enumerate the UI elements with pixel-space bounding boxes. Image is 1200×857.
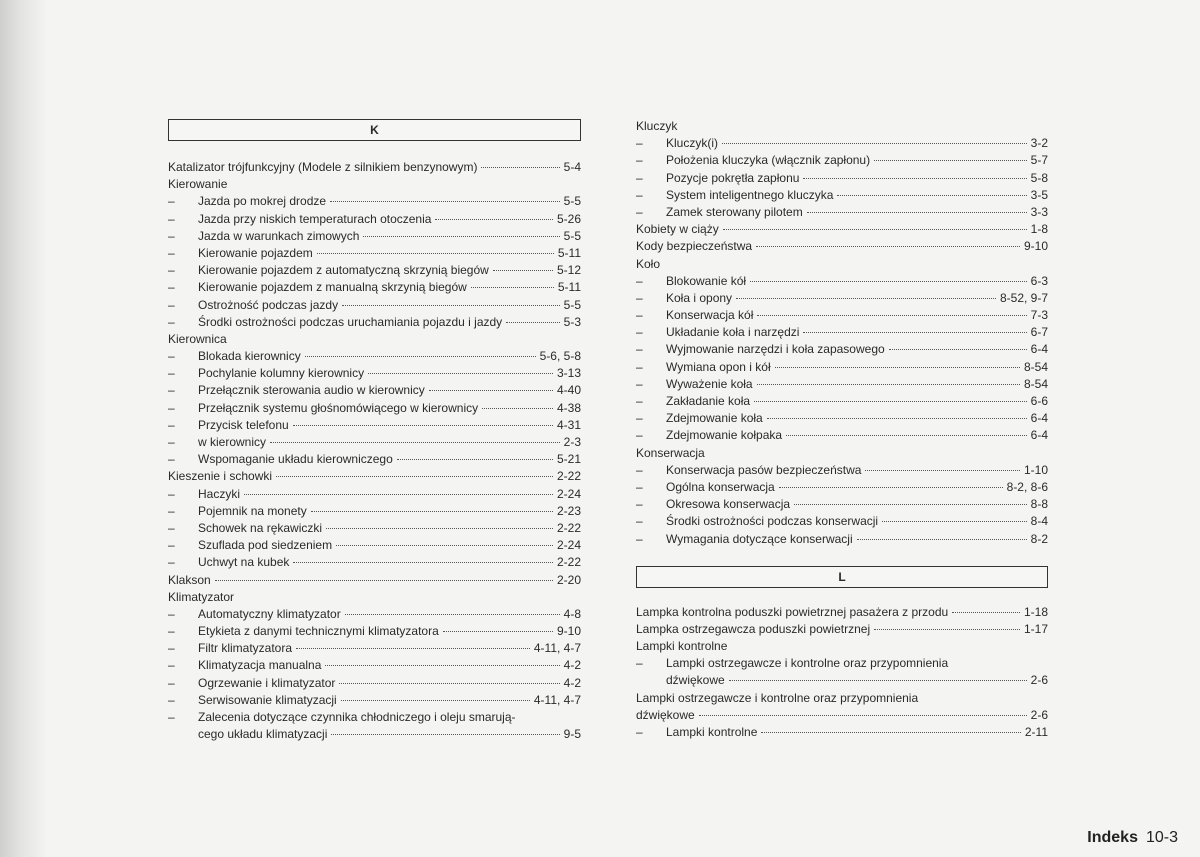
entry-page-ref: 4-11, 4-7: [533, 692, 581, 707]
entry-page-ref: 9-5: [563, 727, 581, 742]
entry-label: Kierowanie pojazdem: [198, 245, 313, 260]
entry-dash: –: [636, 308, 643, 323]
entry-label: Etykieta z danymi technicznymi klimatyzatora: [198, 624, 439, 639]
leader-dots: [311, 500, 553, 512]
entry-label: Kieszenie i schowki: [168, 469, 273, 484]
entry-label: Katalizator trójfunkcyjny (Modele z silnikiem benzynowym): [168, 160, 478, 174]
entry-page-ref: 5-4: [563, 160, 581, 174]
entry-dash: –: [636, 187, 643, 202]
entry-dash: –: [168, 658, 175, 673]
entry-label: Pochylanie kolumny kierownicy: [198, 366, 365, 381]
entry-dash: –: [636, 325, 643, 340]
leader-dots: [345, 603, 560, 615]
entry-label: Kluczyk: [636, 119, 678, 133]
entry-page-ref: 5-26: [556, 211, 581, 226]
entry-label: Kluczyk(i): [666, 136, 719, 151]
entry-label: dźwiękowe: [636, 707, 695, 722]
entry-page-ref: 4-2: [563, 675, 581, 690]
section-header-k: K: [168, 119, 581, 141]
index-list-l: [636, 604, 1048, 742]
footer-section-title: Indeks: [1087, 829, 1138, 846]
footer-page-number: 10-3: [1145, 829, 1178, 846]
entry-page-ref: 5-11: [557, 245, 581, 260]
entry-label: Kody bezpieczeństwa: [636, 239, 753, 254]
leader-dots: [775, 356, 1020, 368]
leader-dots: [874, 618, 1020, 630]
leader-dots: [767, 407, 1027, 419]
entry-dash: –: [636, 290, 643, 305]
entry-dash: –: [168, 349, 175, 364]
leader-dots: [874, 149, 1027, 161]
entry-dash: –: [168, 280, 175, 295]
entry-page-ref: 6-3: [1030, 273, 1048, 288]
entry-dash: –: [636, 479, 643, 494]
entry-dash: –: [168, 211, 175, 226]
leader-dots: [506, 311, 559, 323]
index-entry: [168, 159, 581, 176]
entry-page-ref: 5-11: [557, 280, 581, 295]
entry-label: Układanie koła i narzędzi: [666, 325, 800, 340]
entry-dash: –: [168, 194, 175, 209]
leader-dots: [729, 669, 1027, 681]
entry-label: Zdejmowanie koła: [666, 411, 763, 426]
entry-label: Środki ostrożności podczas uruchamiania pojazdu i jazdy: [198, 314, 503, 329]
entry-page-ref: 2-22: [556, 520, 581, 535]
entry-label: Automatyczny klimatyzator: [198, 606, 341, 621]
leader-dots: [317, 242, 554, 254]
entry-page-ref: 9-10: [556, 624, 581, 639]
entry-dash: –: [168, 435, 175, 449]
entry-label: Ogrzewanie i klimatyzator: [198, 675, 336, 690]
entry-label: Haczyki: [198, 486, 241, 501]
entry-label: Kierowanie pojazdem z manualną skrzynią biegów: [198, 280, 467, 295]
entry-dash: –: [636, 411, 643, 426]
entry-dash: –: [636, 394, 643, 408]
entry-page-ref: 4-11, 4-7: [533, 641, 581, 656]
entry-dash: –: [636, 428, 643, 443]
entry-page-ref: 3-2: [1030, 136, 1048, 151]
entry-label: Jazda przy niskich temperaturach otoczenia: [198, 211, 432, 226]
entry-page-ref: 2-24: [556, 538, 581, 553]
entry-label: Wymiana opon i kół: [666, 359, 771, 374]
entry-label: Zamek sterowany pilotem: [666, 204, 803, 219]
entry-page-ref: 2-24: [556, 486, 581, 501]
entry-page-ref: 8-8: [1030, 497, 1048, 512]
entry-dash: –: [168, 675, 175, 690]
entry-page-ref: 4-8: [563, 606, 581, 621]
entry-label: Przełącznik sterowania audio w kierownicy: [198, 383, 425, 398]
entry-page-ref: 5-6, 5-8: [539, 349, 581, 364]
leader-dots: [857, 528, 1027, 540]
entry-dash: –: [636, 273, 643, 288]
leader-dots: [756, 235, 1020, 247]
index-entry: [636, 238, 1048, 255]
entry-page-ref: 6-4: [1030, 411, 1048, 426]
entry-dash: –: [636, 497, 643, 512]
entry-dash: –: [168, 520, 175, 535]
leader-dots: [889, 338, 1027, 350]
entry-page-ref: 5-7: [1030, 153, 1048, 168]
entry-dash: –: [636, 342, 643, 357]
entry-page-ref: 3-3: [1030, 204, 1048, 219]
entry-label: Koła i opony: [666, 290, 733, 305]
entry-dash: –: [168, 503, 175, 518]
entry-page-ref: 7-3: [1030, 308, 1048, 323]
entry-label: Ogólna konserwacja: [666, 479, 775, 494]
leader-dots: [325, 654, 559, 666]
entry-page-ref: 8-54: [1023, 376, 1048, 391]
entry-dash: –: [636, 725, 643, 739]
entry-dash: –: [168, 417, 175, 432]
entry-label: Okresowa konserwacja: [666, 497, 791, 512]
entry-label: Wyważenie koła: [666, 376, 753, 391]
entry-dash: –: [636, 514, 643, 529]
entry-label: Lampki kontrolne: [636, 639, 728, 654]
entry-page-ref: 8-52, 9-7: [999, 290, 1048, 305]
entry-label: Jazda po mokrej drodze: [198, 194, 327, 209]
entry-page-ref: 1-10: [1023, 462, 1048, 477]
entry-label: Położenia kluczyka (włącznik zapłonu): [666, 153, 871, 168]
leader-dots: [757, 373, 1020, 385]
leader-dots: [803, 321, 1026, 333]
leader-dots: [435, 208, 553, 220]
entry-page-ref: 8-4: [1030, 514, 1048, 529]
leader-dots: [244, 483, 553, 495]
entry-dash: –: [168, 383, 175, 398]
leader-dots: [296, 637, 530, 649]
entry-label: Środki ostrożności podczas konserwacji: [666, 514, 879, 529]
entry-dash: –: [636, 531, 643, 546]
index-list-k-right: [636, 118, 1048, 548]
leader-dots: [754, 390, 1027, 402]
entry-page-ref: 8-54: [1023, 359, 1048, 374]
entry-label: Ostrożność podczas jazdy: [198, 297, 339, 312]
entry-page-ref: 3-13: [556, 366, 581, 381]
leader-dots: [293, 551, 553, 563]
index-subentry: [636, 672, 1048, 689]
entry-page-ref: 2-20: [556, 572, 581, 587]
entry-label: Konserwacja pasów bezpieczeństwa: [666, 462, 862, 477]
entry-page-ref: 4-2: [563, 658, 581, 673]
entry-dash: –: [168, 400, 175, 415]
leader-dots: [342, 294, 560, 306]
entry-page-ref: 5-3: [563, 314, 581, 329]
leader-dots: [363, 225, 559, 237]
entry-label: Pojemnik na monety: [198, 503, 307, 518]
entry-page-ref: 2-11: [1024, 725, 1048, 739]
index-entry: [636, 621, 1048, 638]
leader-dots: [336, 534, 553, 546]
leader-dots: [493, 259, 553, 271]
entry-label: Blokowanie kół: [666, 273, 747, 288]
page-footer: [1087, 829, 1178, 847]
entry-dash: –: [168, 606, 175, 621]
entry-label: Klakson: [168, 572, 211, 587]
entry-page-ref: 5-12: [556, 263, 581, 278]
entry-page-ref: 2-22: [556, 469, 581, 484]
leader-dots: [331, 723, 559, 735]
entry-label: Uchwyt na kubek: [198, 555, 290, 570]
leader-dots: [471, 276, 554, 288]
leader-dots: [794, 493, 1027, 505]
index-subentry: [168, 692, 581, 709]
leader-dots: [368, 362, 553, 374]
entry-label: dźwiękowe: [666, 673, 725, 688]
entry-page-ref: 2-3: [563, 435, 581, 449]
entry-label: Wyjmowanie narzędzi i koła zapasowego: [666, 342, 885, 357]
entry-page-ref: 1-17: [1023, 621, 1048, 636]
index-subentry: [168, 726, 581, 743]
leader-dots: [482, 397, 553, 409]
entry-page-ref: 2-23: [556, 503, 581, 518]
entry-page-ref: 2-6: [1030, 707, 1048, 722]
entry-dash: –: [168, 692, 175, 707]
leader-dots: [722, 132, 1027, 144]
entry-label: Serwisowanie klimatyzacji: [198, 692, 337, 707]
entry-dash: –: [168, 245, 175, 260]
leader-dots: [803, 167, 1026, 179]
entry-label: Wspomaganie układu kierowniczego: [198, 452, 393, 467]
entry-page-ref: 4-40: [556, 383, 581, 398]
entry-dash: –: [636, 170, 643, 185]
entry-label: Blokada kierownicy: [198, 349, 301, 364]
entry-page-ref: 8-2: [1030, 531, 1048, 546]
leader-dots: [750, 270, 1027, 282]
entry-dash: –: [636, 204, 643, 219]
leader-dots: [270, 431, 560, 443]
entry-page-ref: 5-8: [1030, 170, 1048, 185]
leader-dots: [397, 448, 553, 460]
leader-dots: [293, 414, 553, 426]
entry-page-ref: 4-38: [556, 400, 581, 415]
entry-dash: –: [636, 656, 643, 671]
leader-dots: [865, 459, 1020, 471]
entry-label: Lampka ostrzegawcza poduszki powietrznej: [636, 621, 871, 636]
entry-label: Kierowanie: [168, 177, 228, 192]
entry-page-ref: 2-22: [556, 555, 581, 570]
book-gutter-shadow: [0, 0, 48, 857]
entry-page-ref: 6-4: [1030, 428, 1048, 443]
entry-label: Lampki ostrzegawcze i kontrolne oraz przypomnienia: [636, 690, 919, 705]
entry-label: Szuflada pod siedzeniem: [198, 538, 333, 553]
entry-page-ref: 5-5: [563, 228, 581, 243]
leader-dots: [723, 218, 1027, 230]
entry-page-ref: 4-31: [556, 417, 581, 432]
index-subentry: [636, 427, 1048, 444]
entry-label: Schowek na rękawiczki: [198, 520, 323, 535]
entry-label: Konserwacja: [636, 445, 705, 460]
entry-dash: –: [636, 136, 643, 151]
entry-page-ref: 6-6: [1030, 394, 1048, 408]
entry-page-ref: 1-18: [1023, 604, 1048, 619]
leader-dots: [779, 476, 1003, 488]
entry-dash: –: [168, 228, 175, 243]
leader-dots: [481, 156, 559, 168]
entry-label: Lampki kontrolne: [666, 725, 758, 739]
entry-page-ref: 6-4: [1030, 342, 1048, 357]
leader-dots: [952, 601, 1020, 613]
index-entry: [168, 572, 581, 589]
entry-label: Przełącznik systemu głośnomówiącego w kierownicy: [198, 400, 479, 415]
leader-dots: [429, 379, 553, 391]
leader-dots: [736, 287, 996, 299]
entry-label: Jazda w warunkach zimowych: [198, 228, 360, 243]
index-subentry: [636, 531, 1048, 548]
index-entry: [636, 638, 1048, 655]
entry-label: Filtr klimatyzatora: [198, 641, 293, 656]
entry-dash: –: [168, 624, 175, 639]
entry-label: Koło: [636, 256, 661, 271]
leader-dots: [761, 721, 1020, 733]
entry-page-ref: 5-5: [563, 297, 581, 312]
entry-dash: –: [168, 366, 175, 381]
index-subentry: [636, 724, 1048, 741]
entry-page-ref: 9-10: [1023, 239, 1048, 254]
entry-dash: –: [168, 263, 175, 278]
index-column-right: [636, 118, 1048, 741]
entry-dash: –: [636, 376, 643, 391]
entry-dash: –: [636, 153, 643, 168]
entry-label: System inteligentnego kluczyka: [666, 187, 834, 202]
leader-dots: [699, 704, 1027, 716]
entry-page-ref: 3-5: [1030, 187, 1048, 202]
index-list-k-left: [168, 159, 581, 743]
entry-label: Zakładanie koła: [666, 394, 751, 408]
entry-label: Pozycje pokrętła zapłonu: [666, 170, 800, 185]
entry-dash: –: [168, 555, 175, 570]
entry-dash: –: [168, 314, 175, 329]
leader-dots: [786, 424, 1027, 436]
leader-dots: [341, 689, 530, 701]
leader-dots: [339, 672, 559, 684]
leader-dots: [807, 201, 1027, 213]
entry-label: Lampki ostrzegawcze i kontrolne oraz przypomnienia: [666, 656, 949, 671]
entry-label: Klimatyzacja manualna: [198, 658, 322, 673]
entry-label: Kobiety w ciąży: [636, 222, 719, 237]
entry-label: cego układu klimatyzacji: [198, 727, 328, 742]
leader-dots: [305, 345, 536, 357]
index-column-left: [168, 119, 581, 743]
entry-dash: –: [168, 710, 175, 724]
entry-label: w kierownicy: [198, 435, 267, 449]
entry-page-ref: 1-8: [1030, 222, 1048, 237]
entry-dash: –: [168, 486, 175, 501]
entry-dash: –: [636, 462, 643, 477]
entry-page-ref: 5-5: [563, 194, 581, 209]
section-header-l: L: [636, 566, 1048, 588]
entry-dash: –: [168, 297, 175, 312]
entry-label: Lampka kontrolna poduszki powietrznej pasażera z przodu: [636, 604, 949, 619]
entry-page-ref: 8-2, 8-6: [1006, 479, 1048, 494]
entry-page-ref: 5-21: [556, 452, 581, 467]
leader-dots: [276, 465, 553, 477]
entry-page-ref: 6-7: [1030, 325, 1048, 340]
entry-label: Zdejmowanie kołpaka: [666, 428, 783, 443]
leader-dots: [326, 517, 553, 529]
entry-label: Konserwacja kół: [666, 308, 754, 323]
entry-label: Klimatyzator: [168, 589, 235, 604]
entry-dash: –: [168, 641, 175, 656]
leader-dots: [215, 569, 553, 581]
leader-dots: [837, 184, 1026, 196]
entry-dash: –: [636, 359, 643, 374]
entry-dash: –: [168, 538, 175, 553]
entry-label: Kierowanie pojazdem z automatyczną skrzynią biegów: [198, 263, 489, 278]
entry-label: Przycisk telefonu: [198, 417, 289, 432]
entry-page-ref: 2-6: [1030, 673, 1048, 688]
index-subentry: [168, 314, 581, 331]
entry-label: Kierownica: [168, 331, 227, 346]
entry-label: Zalecenia dotyczące czynnika chłodniczego i oleju smarują-: [198, 710, 516, 724]
leader-dots: [882, 510, 1027, 522]
entry-dash: –: [168, 452, 175, 467]
leader-dots: [757, 304, 1026, 316]
leader-dots: [330, 190, 560, 202]
leader-dots: [443, 620, 553, 632]
entry-label: Wymagania dotyczące konserwacji: [666, 531, 853, 546]
